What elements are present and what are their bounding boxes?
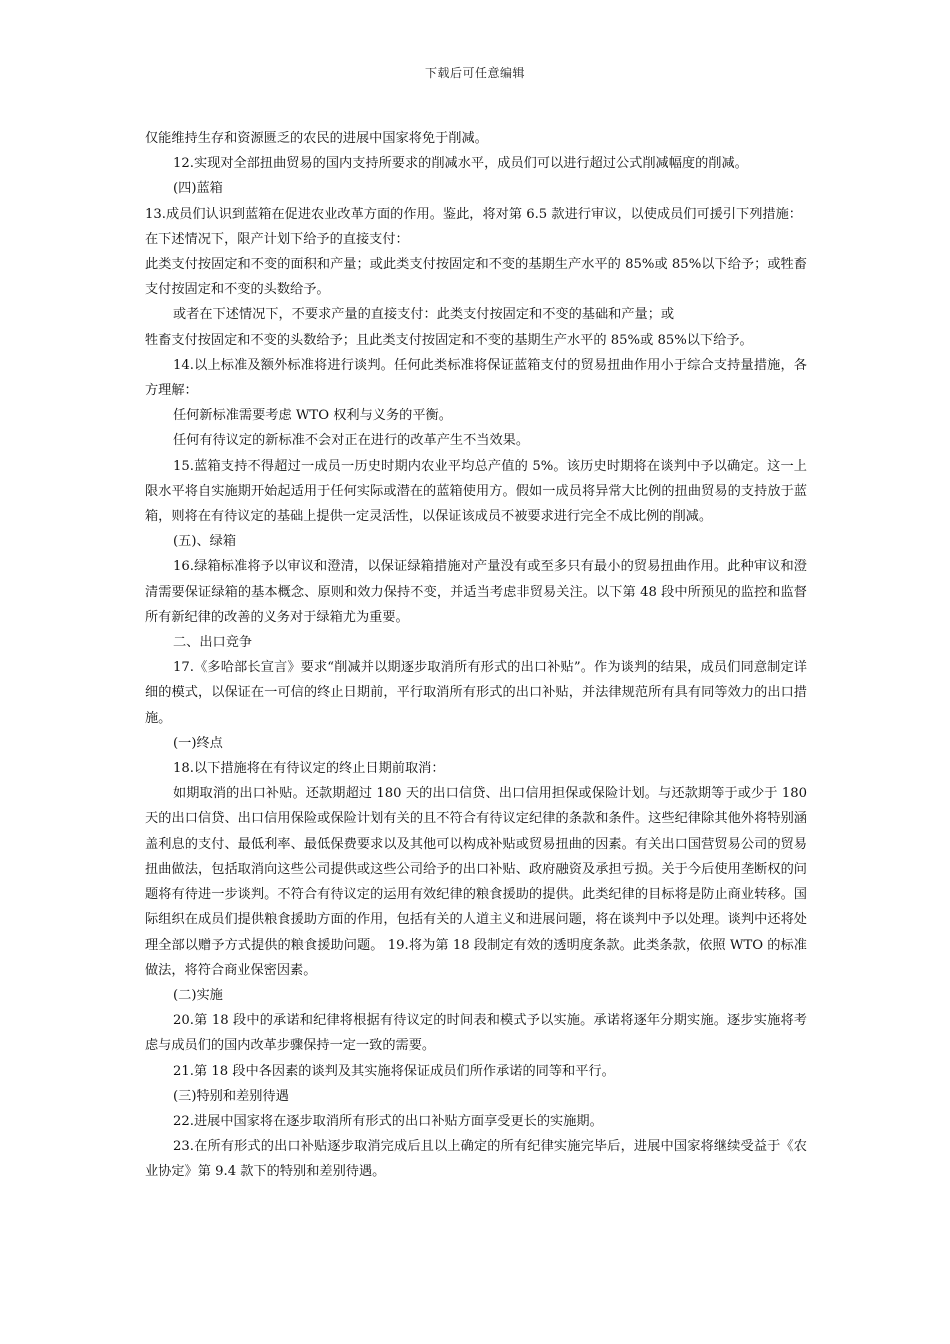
- section-heading: (五)、绿箱: [173, 534, 237, 550]
- paragraph: 如期取消的出口补贴。还款期超过 180 天的出口信贷、出口信用担保或保险计划。与还款期等于或少于 180 天的出口信贷、出口信用保险或保险计划有关的且不符合有待议定纪律的条款和条件。这些纪律除其他外将特别涵盖利息的支付、最低利率、最低保费要求以及其他可以构成补贴或贸易扭曲的因素。有关出口国营贸易公司的贸易扭曲做法，包括取消向这些公司提供或这些公司给予的出口补贴、政府融资及承担亏损。关于今后使用垄断权的问题将有待进一步谈判。不符合有待议定的运用有效纪律的粮食援助的提供。此类纪律的目标将是防止商业转移。国际组织在成员们提供粮食援助方面的作用，包括有关的人道主义和进展问题，将在谈判中予以处理。谈判中还将处理全部以赠予方式提供的粮食援助问题。 19.将为第 18 段制定有效的透明度条款。此类条款，依照 WTO 的标准做法，将符合商业保密因素。: [145, 786, 807, 978]
- paragraph: 16.绿箱标准将予以审议和澄清，以保证绿箱措施对产量没有或至多只有最小的贸易扭曲作用。此种审议和澄清需要保证绿箱的基本概念、原则和效力保持不变，并适当考虑非贸易关注。以下第 48 段中所预见的监控和监督所有新纪律的改善的义务对于绿箱尤为重要。: [145, 559, 807, 625]
- paragraph: 在下述情况下，限产计划下给予的直接支付：: [145, 231, 409, 247]
- paragraph: 20.第 18 段中的承诺和纪律将根据有待议定的时间表和模式予以实施。承诺将逐年分期实施。逐步实施将考虑与成员们的国内改革步骤保持一定一致的需要。: [145, 1013, 807, 1054]
- paragraph: 21.第 18 段中各因素的谈判及其实施将保证成员们所作承诺的同等和平行。: [173, 1063, 615, 1079]
- paragraph: 14.以上标准及额外标准将进行谈判。任何此类标准将保证蓝箱支付的贸易扭曲作用小于综合支持量措施，各方理解：: [145, 357, 807, 399]
- paragraph: 12.实现对全部扭曲贸易的国内支持所要求的削减水平，成员们可以进行超过公式削减幅度的削减。: [173, 156, 748, 172]
- paragraph: 22.进展中国家将在逐步取消所有形式的出口补贴方面享受更长的实施期。: [173, 1113, 603, 1129]
- paragraph: 牲畜支付按固定和不变的头数给予；且此类支付按固定和不变的基期生产水平的 85%或 85%以下给予。: [145, 332, 753, 348]
- paragraph: 17.《多哈部长宣言》要求“削减并以期逐步取消所有形式的出口补贴”。作为谈判的结果，成员们同意制定详细的模式，以保证在一可信的终止日期前，平行取消所有形式的出口补贴，并法律规范所有具有同等效力的出口措施。: [145, 660, 807, 726]
- paragraph: 13.成员们认识到蓝箱在促进农业改革方面的作用。鉴此，将对第 6.5 款进行审议，以使成员们可援引下列措施：: [145, 206, 802, 222]
- paragraph: 或者在下述情况下，不要求产量的直接支付：此类支付按固定和不变的基础和产量；或: [173, 307, 675, 323]
- section-heading: (三)特别和差别待遇: [173, 1088, 289, 1104]
- page-header: 下载后可任意编辑: [424, 66, 525, 80]
- section-heading: (一)终点: [173, 735, 223, 751]
- paragraph: 任何有待议定的新标准不会对正在进行的改革产生不当效果。: [173, 433, 530, 449]
- paragraph: 23.在所有形式的出口补贴逐步取消完成后且以上确定的所有纪律实施完毕后，进展中国家将继续受益于《农业协定》第 9.4 款下的特别和差别待遇。: [145, 1139, 807, 1180]
- paragraph: 18.以下措施将在有待议定的终止日期前取消：: [173, 761, 445, 777]
- paragraph: 15.蓝箱支持不得超过一成员一历史时期内农业平均总产值的 5%。该历史时期将在谈判中予以确定。这一上限水平将自实施期开始起适用于任何实际或潜在的蓝箱使用方。假如一成员将异常大比例的扭曲贸易的支持放于蓝箱，则将在有待议定的基础上提供一定灵活性，以保证该成员不被要求进行完全不成比例的削减。: [145, 458, 807, 525]
- section-heading: 二、出口竞争: [173, 635, 253, 651]
- paragraph: 任何新标准需要考虑 WTO 权利与义务的平衡。: [173, 408, 452, 424]
- document-body: [145, 126, 807, 1185]
- section-heading: (四)蓝箱: [173, 181, 223, 197]
- paragraph: 此类支付按固定和不变的面积和产量；或此类支付按固定和不变的基期生产水平的 85%或 85%以下给予；或牲畜支付按固定和不变的头数给予。: [145, 257, 807, 298]
- section-heading: (二)实施: [173, 987, 223, 1003]
- paragraph: 仅能维持生存和资源匮乏的农民的进展中国家将免于削减。: [145, 131, 488, 146]
